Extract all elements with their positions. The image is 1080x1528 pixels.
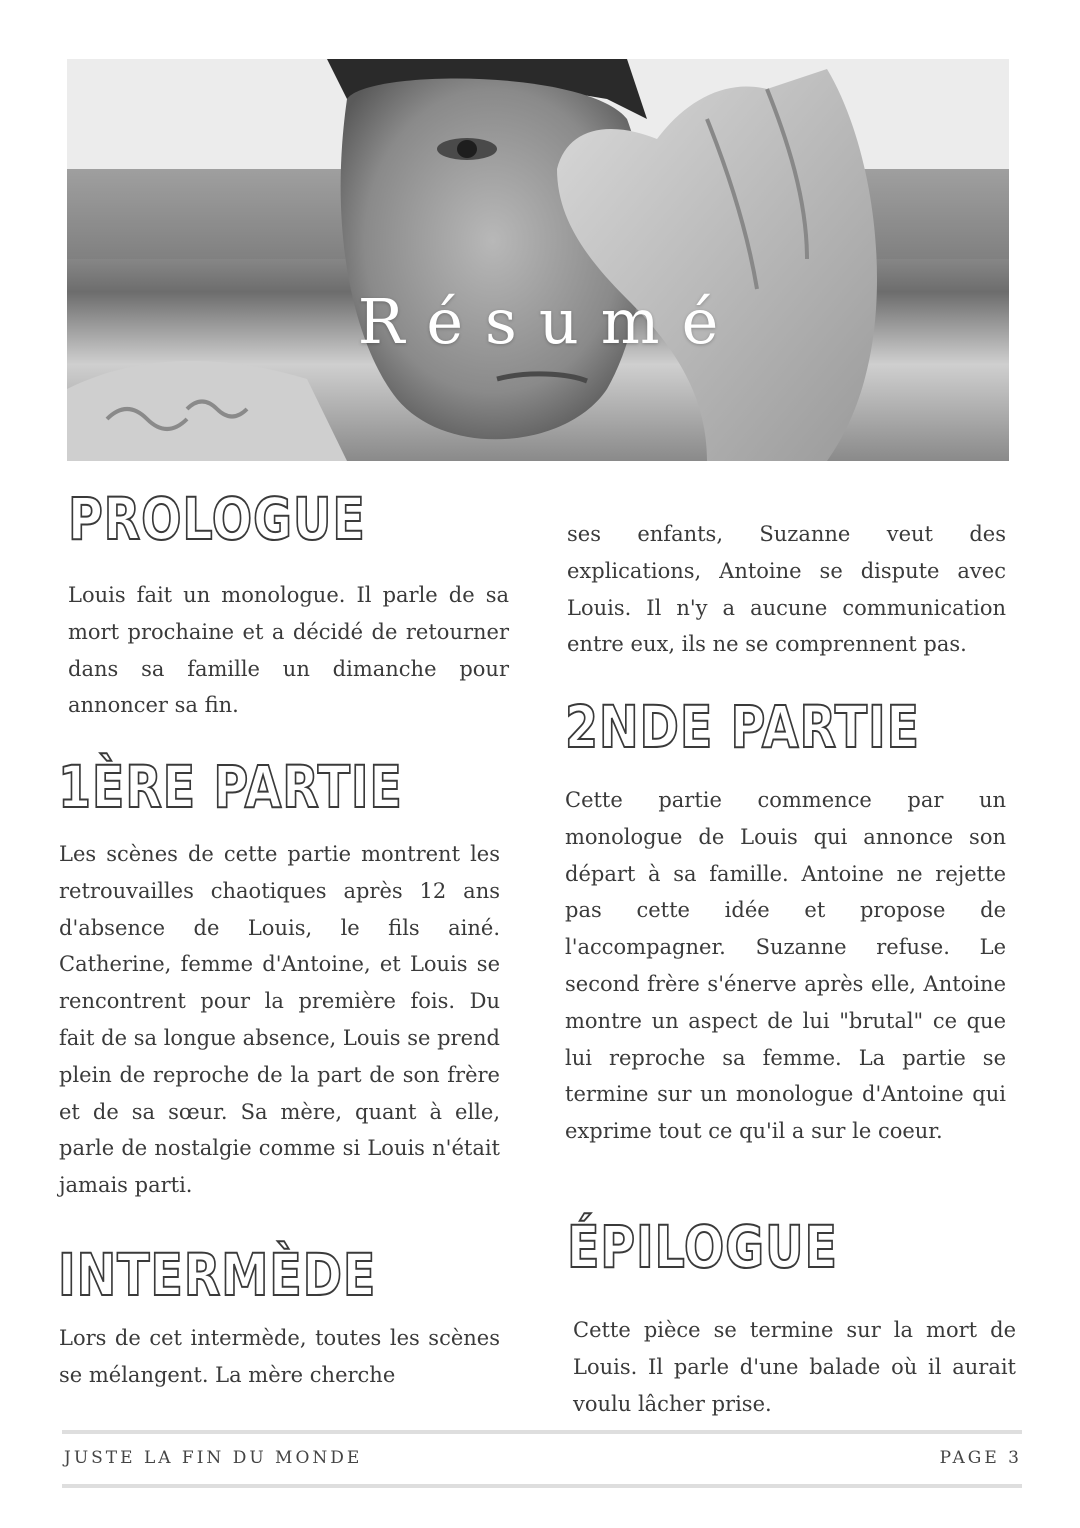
premiere-partie-text: Les scènes de cette partie montrent les retrouvailles chaotiques après 12 ans d'absence de Louis, le fils ainé. Catherine, femme d'Antoine, et Louis se rencontrent pour la première fois. Du fait de sa longue absence, Louis se prend plein de reproche de la part de son frère et de sa sœur. Sa mère, quant à elle, parle de nostalgie comme si Louis n'était jamais parti. xyxy=(59,842,500,1198)
footer-title: JUSTE LA FIN DU MONDE xyxy=(64,1448,363,1468)
page-number: PAGE 3 xyxy=(939,1448,1022,1468)
intermede-text: Lors de cet intermède, toutes les scènes se mélangent. La mère cherche xyxy=(59,1326,500,1387)
prologue-heading: PROLOGUE xyxy=(68,485,366,553)
portrait-illustration xyxy=(67,59,1009,461)
premiere-partie-heading: 1ÈRE PARTIE xyxy=(58,753,403,821)
intermede-heading: INTERMÈDE xyxy=(58,1241,377,1309)
hero-title: Résumé xyxy=(357,285,741,358)
prologue-text: Louis fait un monologue. Il parle de sa mort prochaine et a décidé de retourner dans sa famille un dimanche pour annoncer sa fin. xyxy=(68,583,509,718)
footer-bottom-rule xyxy=(62,1484,1022,1488)
seconde-partie-text: Cette partie commence par un monologue de Louis qui annonce son départ à sa famille. Antoine ne rejette pas cette idée et propose de l'accompagner. Suzanne refuse. Le second frère s'énerve après elle, Antoine montre un aspect de lui "brutal" ce que lui reproche sa femme. La partie se termine sur un monologue d'Antoine qui exprime tout ce qu'il a sur le coeur. xyxy=(565,788,1006,1144)
hero-photo xyxy=(67,59,1009,461)
seconde-partie-heading: 2NDE PARTIE xyxy=(565,693,920,761)
epilogue-text: Cette pièce se termine sur la mort de Louis. Il parle d'une balade où il aurait voulu lâcher prise. xyxy=(573,1318,1016,1416)
intermede-continuation-text: ses enfants, Suzanne veut des explications, Antoine se dispute avec Louis. Il n'y a aucune communication entre eux, ils ne se comprennent pas. xyxy=(567,522,1006,657)
epilogue-heading: ÉPILOGUE xyxy=(567,1213,838,1281)
footer-top-rule xyxy=(62,1430,1022,1434)
